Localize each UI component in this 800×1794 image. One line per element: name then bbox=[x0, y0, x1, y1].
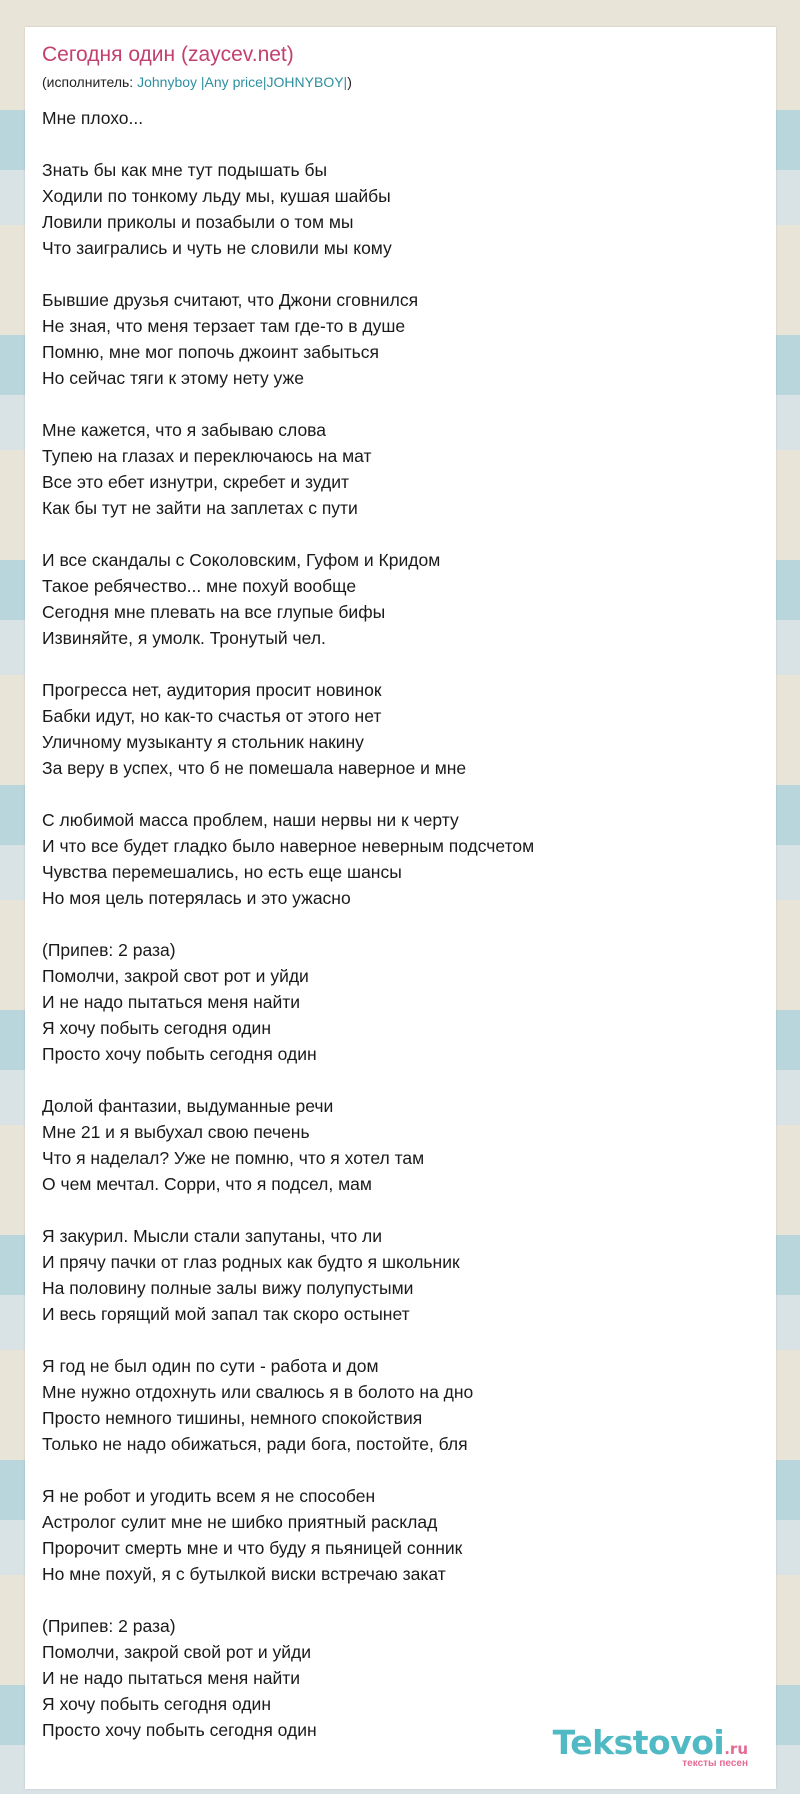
site-logo bbox=[553, 1723, 748, 1769]
lyrics-card bbox=[25, 27, 776, 1789]
artist-link[interactable]: Johnyboy |Any price|JOHNYBOY| bbox=[137, 74, 348, 90]
logo-name: Tekstovoi bbox=[552, 1723, 725, 1762]
byline-suffix: ) bbox=[347, 74, 352, 90]
logo-tld: .ru bbox=[724, 1740, 748, 1758]
logo-tagline: тексты песен bbox=[682, 1758, 748, 1769]
artist-byline bbox=[42, 74, 352, 90]
byline-prefix: (исполнитель: bbox=[42, 74, 138, 90]
song-title: Сегодня один (zaycev.net) bbox=[42, 43, 294, 66]
lyrics-text: Мне плохо... Знать бы как мне тут подышать бы Ходили по тонкому льду мы, кушая шайбы Ловили приколы и позабыли о том мы Что заигрались и чуть не словили мы кому Бывшие друзья считают, что Джони сговнился Не зная, что меня терзает там где-то в душе Помню, мне мог попочь джоинт забыться Но сейчас тяги к этому нету уже Мне кажется, что я забываю слова Тупею на глазах и переключаюсь на мат Все это ебет изнутри, скребет и зудит Как бы тут не зайти на заплетах с пути И все скандалы с Соколовским, Гуфом и Кридом Такое ребячество... мне похуй вообще Сегодня мне плевать на все глупые бифы Извиняйте, я умолк. Тронутый чел. Прогресса нет, аудитория просит новинок Бабки идут, но как-то счастья от этого нет Уличному музыканту я стольник накину За веру в успех, что б не помешала наверное и мне С любимой масса проблем, наши нервы ни к черту И что все будет гладко было наверное неверным подсчетом Чувства перемешались, но есть еще шансы Но моя цель потерялась и это ужасно (Припев: 2 раза) Помолчи, закрой свот рот и уйди И не надо пытаться меня найти Я хочу побыть сегодня один Просто хочу побыть сегодня один Долой фантазии, выдуманные речи Мне 21 и я выбухал свою печень Что я наделал? Уже не помню, что я хотел там О чем мечтал. Сорри, что я подсел, мам Я закурил. Мысли стали запутаны, что ли И прячу пачки от глаз родных как будто я школьник На половину полные залы вижу полупустыми И весь горящий мой запал так скоро остынет Я год не был один по сути - работа и дом Мне нужно отдохнуть или свалюсь я в болото на дно Просто немного тишины, немного спокойствия Только не надо обижаться, ради бога, постойте, бля Я не робот и угодить всем я не способен Астролог сулит мне не шибко приятный расклад Пророчит смерть мне и что буду я пьяницей сонник Но мне похуй, я с бутылкой виски встречаю закат (Припев: 2 раза) Помолчи, закрой свой рот и уйди И не надо пытаться меня найти Я хочу побыть сегодня один Просто хочу побыть сегодня один bbox=[42, 108, 535, 1740]
